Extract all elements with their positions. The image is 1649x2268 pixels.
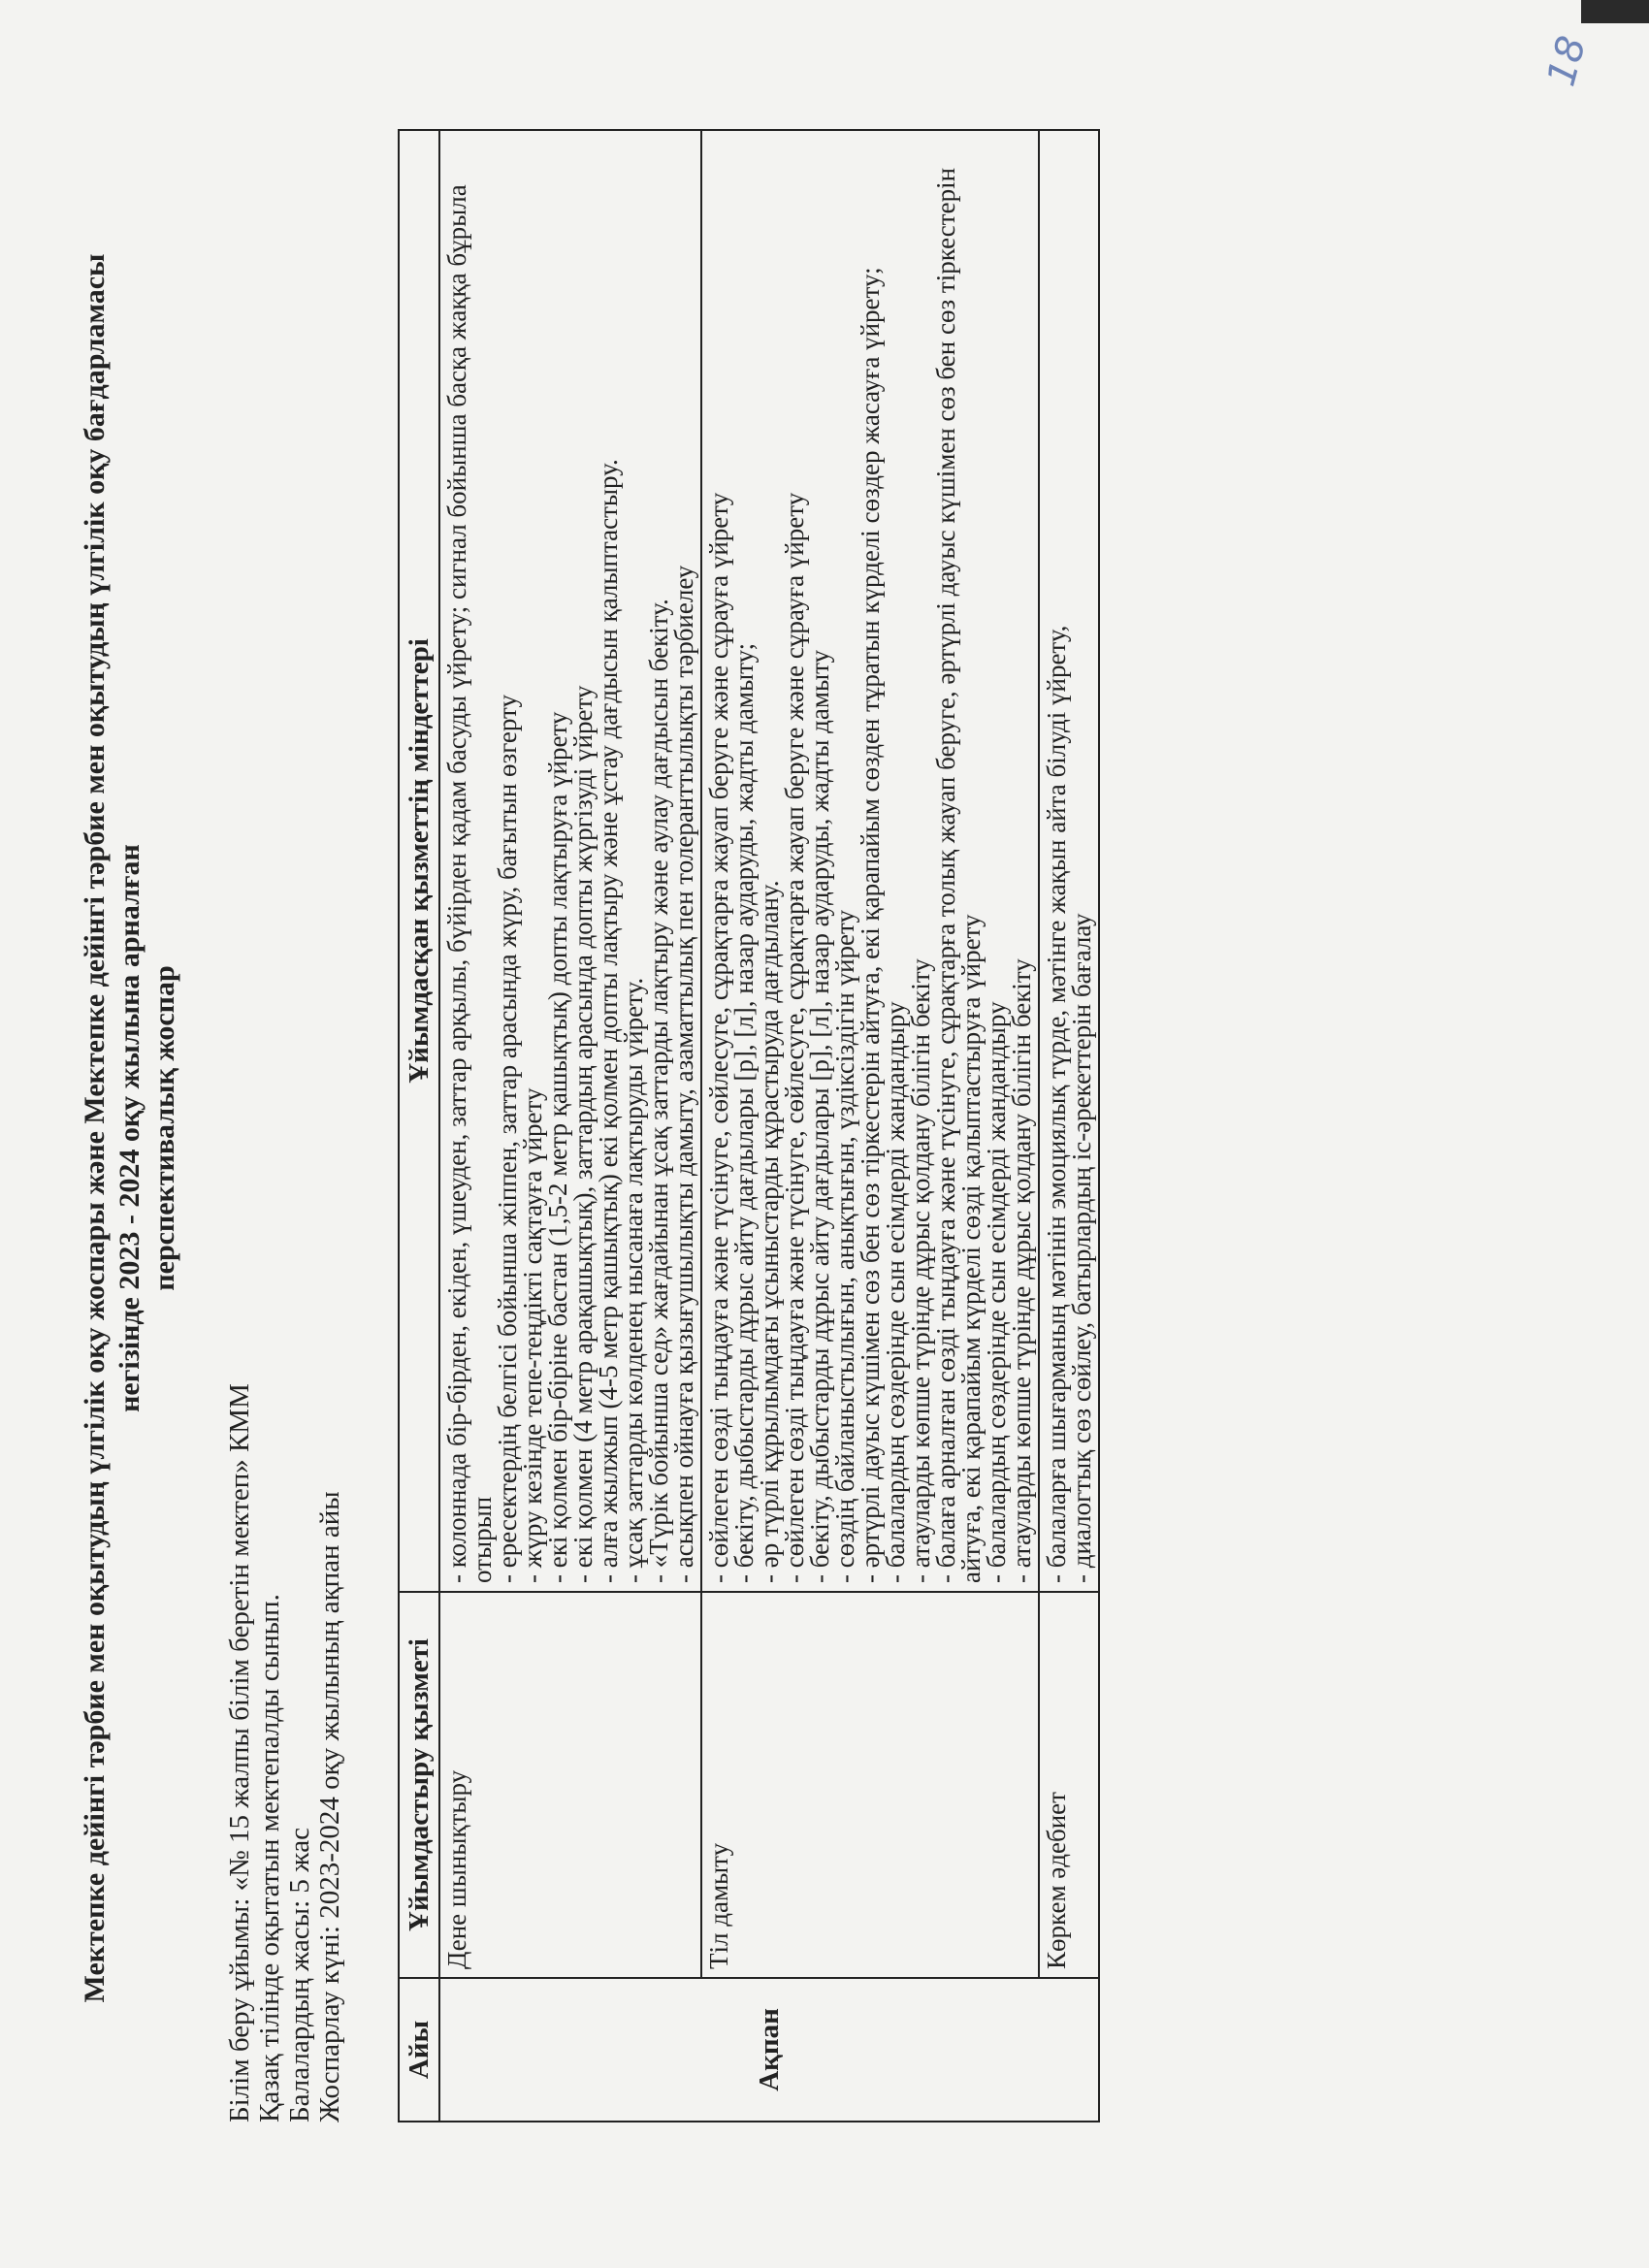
task-item: - балаларға шығарманың мәтінін эмоциялық түрде, мәтінге жақын айта білуді үйрету, [1042, 625, 1071, 1583]
table-row [701, 130, 1039, 2122]
task-item: - екі қолмен (4 метр арақашықтық), заттардың арасында допты жүргізуді үйрету [568, 685, 598, 1583]
meta-class: Қазақ тілінде оқытатын мектепалды сынып. [254, 1594, 285, 2122]
task-item: - диалогтық сөз сөйлеу, батырлардың іс-әрекеттерін бағалау [1067, 913, 1096, 1583]
table-row [1039, 130, 1099, 2122]
tasks-cell [701, 130, 1039, 1592]
table-row [439, 130, 701, 2122]
task-item: - асықпен ойнауға қызығушылықты дамыту, азаматтылық пен толеранттылықты тәрбиелеу [669, 565, 698, 1583]
task-list [1044, 139, 1094, 1583]
meta-date: Жоспарлау күні: 2023-2024 оқу жылының ақпан айы [314, 1491, 345, 2122]
task-item: - әр түрлі құрылымдағы ұсыныстарды құрастыруда дағдылану. [755, 880, 784, 1583]
task-item: - колоннада бір-бірден, екіден, үшеуден, заттар арқылы, бүйірден қадам басуды үйрету; сигнал бойынша басқа жаққа бұрыла отырып [442, 184, 497, 1583]
title-line-3: перспективалық жоспар [148, 965, 180, 1291]
task-item: - екі қолмен бір-біріне бастан (1,5-2 метр қашықтық) допты лақтыруға үйрету [543, 711, 572, 1583]
task-item: - балалардың сөздерінде сын есімдерді жандандыру [982, 1001, 1011, 1583]
task-item: - атауларды көпше түрінде дұрыс қолдану білігін бекіту [1007, 958, 1036, 1583]
table-header-row [399, 130, 439, 2122]
month-cell: Ақпан [439, 1978, 1099, 2122]
activity-cell: Тіл дамыту [701, 1592, 1039, 1978]
activity-cell: Дене шынықтыру [439, 1592, 701, 1978]
task-list [444, 139, 696, 1583]
activity-cell: Көркем әдебиет [1039, 1592, 1099, 1978]
meta-age: Балалардың жасы: 5 жас [284, 1828, 315, 2122]
task-item: - ұсақ заттарды көлденең нысанаға лақтыруды үйрету. [619, 977, 648, 1583]
task-item: - сөйлеген сөзді тыңдауға және түсінуге, сөйлесуге, сұрақтарға жауап беруге және сұрауға үйрету [704, 492, 733, 1583]
task-item: - жүру кезінде тепе-теңдікті сақтауға үйрету [518, 1087, 547, 1583]
plan-table [398, 129, 1100, 2122]
tasks-cell [1039, 130, 1099, 1592]
task-item: - атауларды көпше түрінде дұрыс қолдану білігін бекіту [906, 958, 935, 1583]
header-month: Айы [399, 1978, 439, 2122]
task-item: - бекіту, дыбыстарды дұрыс айту дағдылары [р], [л], назар аударуды, жадты дамыту [805, 649, 834, 1583]
task-item: - әртүрлі дауыс күшімен сөз бен сөз тіркестерін айтуға, екі қарапайым сөзден тұратын күрделі сөздер жасауға үйрету; [856, 267, 885, 1583]
document-meta [225, 764, 345, 2122]
title-line-2: негізінде 2023 - 2024 оқу жылына арналған [113, 844, 146, 1412]
task-item: - сөйлеген сөзді тыңдауға және түсінуге, сөйлесуге, сұрақтарға жауап беруге және сұрауға үйрету [780, 492, 809, 1583]
tasks-cell [439, 130, 701, 1592]
task-list [706, 139, 1034, 1583]
meta-organization: Білім беру ұйымы: «№ 15 жалпы білім беретін мектеп» КММ [224, 1383, 255, 2122]
task-item: - ересектердің белгісі бойынша жіппен, заттар арасында жүру, бағытын өзгерту [493, 695, 522, 1583]
title-line-1: Мектепке дейінгі тәрбие мен оқытудың үлгілік оқу жоспары және Мектепке дейінгі тәрбие мен оқытудың үлгілік оқу бағдарламасы [79, 253, 111, 2003]
header-activity: Ұйымдастыру қызметі [399, 1592, 439, 1978]
task-item: - балалардың сөздерінде сын есімдерді жандандыру [881, 1001, 910, 1583]
header-tasks: Ұйымдасқан қызметтің міндеттері [399, 130, 439, 1592]
task-item: - сөздің байланыстылығын, анықтығын, үздіксіздігін үйрету [830, 910, 859, 1583]
handwritten-page-number: 18 [1538, 31, 1596, 91]
document-header [78, 134, 182, 2122]
task-item: - алға жылжып (4-5 метр қашықтық) екі қолмен допты лақтыру және ұстау дағдысын қалыптастыру. [594, 459, 623, 1583]
task-item: - бекіту, дыбыстарды дұрыс айту дағдылары [р], [л], назар аударуды, жадты дамыту; [729, 642, 759, 1583]
task-item: - балаға арналған сөзді тыңдауға және түсінуге, сұрақтарға толық жауап беруге, әртүрлі дауыс күшімен сөз бен сөз тіркестерін айтуға, екі қарапайым күрделі сөзді қалыптастыруға үйрету [931, 167, 986, 1583]
task-item: - «Түрік бойынша сед» жағдайынан ұсақ заттарды лақтыру және аулау дағдысын бекіту. [644, 599, 673, 1583]
